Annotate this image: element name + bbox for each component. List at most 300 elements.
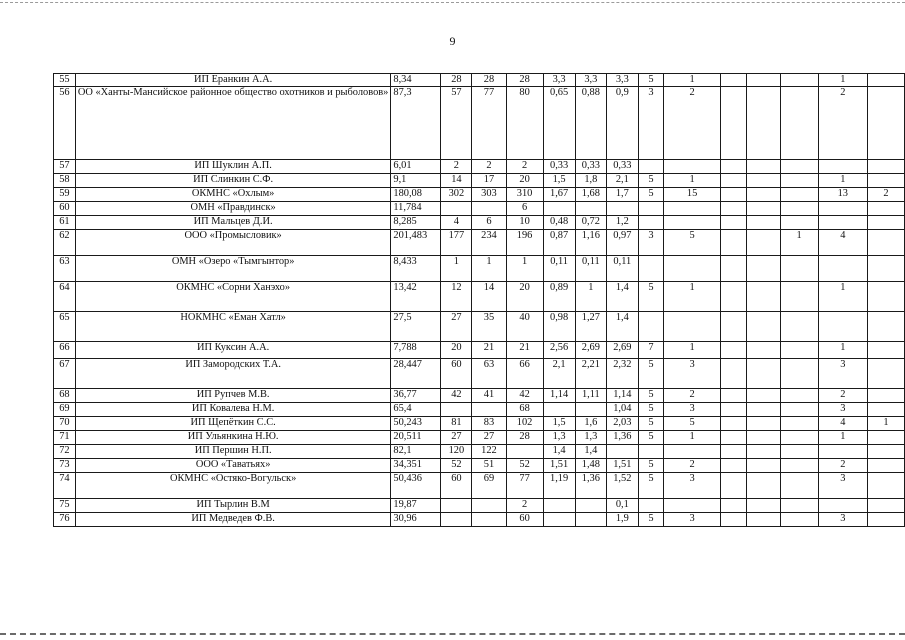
cell-area: 201,483 xyxy=(391,230,441,256)
cell-quota-col-7 xyxy=(867,74,904,87)
cell-density-col-3: 0,11 xyxy=(607,256,638,282)
cell-quota-col-4 xyxy=(746,282,780,312)
cell-count-col-2: 2 xyxy=(472,160,506,174)
cell-quota-col-4 xyxy=(746,359,780,389)
cell-quota-col-1: 3 xyxy=(638,87,664,160)
cell-row-number: 74 xyxy=(54,473,76,499)
cell-owner-name: ИП Замородских Т.А. xyxy=(75,359,391,389)
cell-quota-col-7 xyxy=(867,513,904,527)
cell-density-col-3: 1,4 xyxy=(607,312,638,342)
cell-count-col-3: 80 xyxy=(506,87,543,160)
cell-quota-col-6 xyxy=(818,160,867,174)
cell-count-col-2: 35 xyxy=(472,312,506,342)
cell-quota-col-4 xyxy=(746,431,780,445)
cell-row-number: 60 xyxy=(54,202,76,216)
cell-count-col-3: 10 xyxy=(506,216,543,230)
cell-quota-col-5 xyxy=(780,389,818,403)
cell-quota-col-4 xyxy=(746,445,780,459)
table-row xyxy=(54,256,905,282)
cell-density-col-1: 1,3 xyxy=(543,431,575,445)
cell-quota-col-4 xyxy=(746,473,780,499)
cell-quota-col-7 xyxy=(867,473,904,499)
cell-density-col-1: 1,19 xyxy=(543,473,575,499)
cell-owner-name: ИП Тырлин В.М xyxy=(75,499,391,513)
cell-count-col-1: 12 xyxy=(441,282,472,312)
cell-row-number: 72 xyxy=(54,445,76,459)
cell-density-col-2: 1,3 xyxy=(575,431,606,445)
cell-quota-col-5 xyxy=(780,431,818,445)
cell-density-col-1: 2,56 xyxy=(543,342,575,359)
cell-quota-col-3 xyxy=(720,188,746,202)
cell-quota-col-2: 2 xyxy=(664,87,721,160)
table-body xyxy=(54,74,905,527)
cell-owner-name: ИП Медведев Ф.В. xyxy=(75,513,391,527)
cell-count-col-3: 40 xyxy=(506,312,543,342)
cell-quota-col-5 xyxy=(780,188,818,202)
cell-quota-col-2: 1 xyxy=(664,174,721,188)
cell-owner-name: ОКМНС «Сорни Ханэхо» xyxy=(75,282,391,312)
cell-density-col-2 xyxy=(575,403,606,417)
cell-owner-name: ООО «Таватьях» xyxy=(75,459,391,473)
cell-owner-name: ИП Щепёткин С.С. xyxy=(75,417,391,431)
cell-quota-col-5 xyxy=(780,417,818,431)
cell-quota-col-5 xyxy=(780,202,818,216)
cell-count-col-3: 77 xyxy=(506,473,543,499)
cell-quota-col-1: 5 xyxy=(638,188,664,202)
cell-quota-col-5 xyxy=(780,342,818,359)
cell-quota-col-2 xyxy=(664,202,721,216)
cell-quota-col-4 xyxy=(746,87,780,160)
cell-area: 13,42 xyxy=(391,282,441,312)
cell-quota-col-7: 2 xyxy=(867,188,904,202)
cell-owner-name: ИП Еранкин А.А. xyxy=(75,74,391,87)
cell-count-col-1: 81 xyxy=(441,417,472,431)
cell-count-col-3: 42 xyxy=(506,389,543,403)
cell-density-col-2: 2,21 xyxy=(575,359,606,389)
cell-quota-col-7 xyxy=(867,87,904,160)
cell-quota-col-6 xyxy=(818,256,867,282)
cell-quota-col-4 xyxy=(746,188,780,202)
cell-owner-name: ОМН «Правдинск» xyxy=(75,202,391,216)
cell-quota-col-7 xyxy=(867,499,904,513)
cell-quota-col-4 xyxy=(746,74,780,87)
cell-quota-col-3 xyxy=(720,174,746,188)
cell-quota-col-1: 5 xyxy=(638,431,664,445)
cell-quota-col-4 xyxy=(746,459,780,473)
cell-count-col-1 xyxy=(441,513,472,527)
cell-quota-col-2: 3 xyxy=(664,513,721,527)
cell-quota-col-6: 1 xyxy=(818,431,867,445)
cell-quota-col-7 xyxy=(867,389,904,403)
cell-area: 34,351 xyxy=(391,459,441,473)
cell-quota-col-5: 1 xyxy=(780,230,818,256)
cell-density-col-2: 1,11 xyxy=(575,389,606,403)
cell-row-number: 61 xyxy=(54,216,76,230)
cell-quota-col-6 xyxy=(818,216,867,230)
cell-quota-col-5 xyxy=(780,160,818,174)
cell-quota-col-1 xyxy=(638,312,664,342)
table-row xyxy=(54,499,905,513)
cell-count-col-3: 102 xyxy=(506,417,543,431)
cell-owner-name: ИП Ковалева Н.М. xyxy=(75,403,391,417)
cell-density-col-3: 0,97 xyxy=(607,230,638,256)
cell-density-col-2 xyxy=(575,499,606,513)
cell-count-col-1: 4 xyxy=(441,216,472,230)
cell-density-col-3: 2,03 xyxy=(607,417,638,431)
cell-quota-col-3 xyxy=(720,513,746,527)
cell-density-col-2: 0,33 xyxy=(575,160,606,174)
cell-area: 8,34 xyxy=(391,74,441,87)
cell-row-number: 57 xyxy=(54,160,76,174)
cell-count-col-1: 1 xyxy=(441,256,472,282)
cell-quota-col-1 xyxy=(638,256,664,282)
cell-quota-col-6 xyxy=(818,202,867,216)
table-row xyxy=(54,174,905,188)
cell-quota-col-5 xyxy=(780,445,818,459)
cell-quota-col-5 xyxy=(780,359,818,389)
cell-quota-col-1: 5 xyxy=(638,473,664,499)
table-row xyxy=(54,431,905,445)
cell-quota-col-2: 15 xyxy=(664,188,721,202)
cell-row-number: 73 xyxy=(54,459,76,473)
cell-density-col-1: 3,3 xyxy=(543,74,575,87)
cell-count-col-1: 60 xyxy=(441,473,472,499)
cell-row-number: 70 xyxy=(54,417,76,431)
cell-quota-col-1: 5 xyxy=(638,74,664,87)
cell-quota-col-6 xyxy=(818,499,867,513)
cell-area: 30,96 xyxy=(391,513,441,527)
cell-quota-col-7 xyxy=(867,445,904,459)
table-row xyxy=(54,188,905,202)
cell-area: 82,1 xyxy=(391,445,441,459)
cell-area: 8,285 xyxy=(391,216,441,230)
cell-quota-col-2: 3 xyxy=(664,403,721,417)
cell-quota-col-7 xyxy=(867,256,904,282)
cell-count-col-3: 52 xyxy=(506,459,543,473)
cell-density-col-3: 1,4 xyxy=(607,282,638,312)
cell-quota-col-1 xyxy=(638,499,664,513)
cell-row-number: 67 xyxy=(54,359,76,389)
cell-row-number: 68 xyxy=(54,389,76,403)
cell-quota-col-1: 5 xyxy=(638,403,664,417)
cell-count-col-3: 2 xyxy=(506,499,543,513)
cell-count-col-2: 83 xyxy=(472,417,506,431)
cell-quota-col-4 xyxy=(746,403,780,417)
cell-quota-col-7 xyxy=(867,359,904,389)
cell-count-col-1 xyxy=(441,202,472,216)
cell-density-col-2: 2,69 xyxy=(575,342,606,359)
cell-owner-name: ИП Куксин А.А. xyxy=(75,342,391,359)
cell-row-number: 71 xyxy=(54,431,76,445)
cell-quota-col-2: 2 xyxy=(664,389,721,403)
cell-quota-col-6: 2 xyxy=(818,459,867,473)
cell-quota-col-7 xyxy=(867,431,904,445)
table-row xyxy=(54,312,905,342)
cell-count-col-3: 1 xyxy=(506,256,543,282)
cell-count-col-2: 69 xyxy=(472,473,506,499)
cell-quota-col-3 xyxy=(720,160,746,174)
cell-quota-col-1: 7 xyxy=(638,342,664,359)
cell-density-col-3: 1,51 xyxy=(607,459,638,473)
cell-row-number: 65 xyxy=(54,312,76,342)
cell-count-col-3: 60 xyxy=(506,513,543,527)
cell-quota-col-7 xyxy=(867,459,904,473)
cell-owner-name: ИП Ульянкина Н.Ю. xyxy=(75,431,391,445)
cell-quota-col-3 xyxy=(720,417,746,431)
cell-count-col-2: 41 xyxy=(472,389,506,403)
cell-row-number: 64 xyxy=(54,282,76,312)
cell-quota-col-1: 5 xyxy=(638,174,664,188)
cell-density-col-3: 1,36 xyxy=(607,431,638,445)
cell-density-col-3: 2,69 xyxy=(607,342,638,359)
cell-quota-col-4 xyxy=(746,342,780,359)
cell-area: 8,433 xyxy=(391,256,441,282)
table-row xyxy=(54,87,905,160)
cell-quota-col-6: 13 xyxy=(818,188,867,202)
cell-density-col-3: 1,52 xyxy=(607,473,638,499)
cell-quota-col-4 xyxy=(746,160,780,174)
cell-quota-col-2: 5 xyxy=(664,230,721,256)
cell-row-number: 75 xyxy=(54,499,76,513)
cell-count-col-2: 303 xyxy=(472,188,506,202)
table-row xyxy=(54,459,905,473)
cell-density-col-1 xyxy=(543,403,575,417)
cell-quota-col-2 xyxy=(664,312,721,342)
cell-quota-col-4 xyxy=(746,499,780,513)
cell-quota-col-2: 2 xyxy=(664,459,721,473)
cell-quota-col-3 xyxy=(720,359,746,389)
cell-owner-name: ООО «Промысловик» xyxy=(75,230,391,256)
cell-owner-name: ИП Шуклин А.П. xyxy=(75,160,391,174)
cell-density-col-1: 1,5 xyxy=(543,417,575,431)
cell-quota-col-4 xyxy=(746,216,780,230)
cell-quota-col-1 xyxy=(638,445,664,459)
cell-quota-col-6 xyxy=(818,312,867,342)
cell-density-col-3: 0,9 xyxy=(607,87,638,160)
cell-density-col-3 xyxy=(607,445,638,459)
cell-density-col-1: 1,67 xyxy=(543,188,575,202)
cell-count-col-2: 28 xyxy=(472,74,506,87)
cell-quota-col-6: 3 xyxy=(818,513,867,527)
cell-quota-col-2 xyxy=(664,499,721,513)
cell-quota-col-2 xyxy=(664,256,721,282)
cell-quota-col-1: 5 xyxy=(638,417,664,431)
cell-count-col-2: 63 xyxy=(472,359,506,389)
cell-density-col-1: 0,65 xyxy=(543,87,575,160)
cell-row-number: 69 xyxy=(54,403,76,417)
cell-area: 28,447 xyxy=(391,359,441,389)
cell-density-col-1 xyxy=(543,499,575,513)
cell-density-col-3: 3,3 xyxy=(607,74,638,87)
cell-owner-name: ИП Рупчев М.В. xyxy=(75,389,391,403)
cell-quota-col-3 xyxy=(720,445,746,459)
cell-area: 87,3 xyxy=(391,87,441,160)
cell-row-number: 66 xyxy=(54,342,76,359)
cell-quota-col-7: 1 xyxy=(867,417,904,431)
table-row xyxy=(54,342,905,359)
cell-density-col-2: 1,36 xyxy=(575,473,606,499)
cell-density-col-3: 2,32 xyxy=(607,359,638,389)
cell-quota-col-3 xyxy=(720,473,746,499)
cell-owner-name: ИП Першин Н.П. xyxy=(75,445,391,459)
cell-quota-col-6: 3 xyxy=(818,403,867,417)
cell-quota-col-5 xyxy=(780,216,818,230)
cell-count-col-2 xyxy=(472,202,506,216)
cell-row-number: 76 xyxy=(54,513,76,527)
cell-quota-col-6: 4 xyxy=(818,417,867,431)
cell-density-col-1: 0,48 xyxy=(543,216,575,230)
cell-density-col-3: 1,7 xyxy=(607,188,638,202)
table-row xyxy=(54,230,905,256)
cell-quota-col-3 xyxy=(720,202,746,216)
cell-count-col-1: 28 xyxy=(441,74,472,87)
cell-quota-col-3 xyxy=(720,282,746,312)
cell-density-col-2: 1,48 xyxy=(575,459,606,473)
cell-count-col-1: 57 xyxy=(441,87,472,160)
cell-quota-col-5 xyxy=(780,473,818,499)
cell-row-number: 59 xyxy=(54,188,76,202)
cell-count-col-3: 68 xyxy=(506,403,543,417)
table-row xyxy=(54,282,905,312)
cell-quota-col-5 xyxy=(780,513,818,527)
cell-count-col-1 xyxy=(441,403,472,417)
cell-quota-col-4 xyxy=(746,417,780,431)
cell-density-col-3: 1,2 xyxy=(607,216,638,230)
cell-quota-col-5 xyxy=(780,403,818,417)
cell-quota-col-6: 2 xyxy=(818,87,867,160)
cell-count-col-2: 51 xyxy=(472,459,506,473)
cell-row-number: 56 xyxy=(54,87,76,160)
table-row xyxy=(54,359,905,389)
cell-quota-col-2: 1 xyxy=(664,74,721,87)
table-row xyxy=(54,216,905,230)
cell-count-col-1: 20 xyxy=(441,342,472,359)
cell-quota-col-3 xyxy=(720,312,746,342)
cell-quota-col-5 xyxy=(780,499,818,513)
cell-quota-col-5 xyxy=(780,87,818,160)
cell-quota-col-6: 3 xyxy=(818,359,867,389)
cell-area: 19,87 xyxy=(391,499,441,513)
table-row xyxy=(54,389,905,403)
cell-quota-col-1: 5 xyxy=(638,359,664,389)
cell-count-col-2: 234 xyxy=(472,230,506,256)
cell-density-col-2: 1,4 xyxy=(575,445,606,459)
cell-quota-col-3 xyxy=(720,216,746,230)
cell-density-col-1: 0,87 xyxy=(543,230,575,256)
cell-area: 50,436 xyxy=(391,473,441,499)
cell-quota-col-3 xyxy=(720,431,746,445)
cell-quota-col-6: 1 xyxy=(818,282,867,312)
cell-quota-col-7 xyxy=(867,282,904,312)
cell-quota-col-1 xyxy=(638,202,664,216)
cell-count-col-2 xyxy=(472,499,506,513)
cell-count-col-2: 77 xyxy=(472,87,506,160)
cell-quota-col-3 xyxy=(720,230,746,256)
cell-density-col-2: 1 xyxy=(575,282,606,312)
cell-density-col-1: 0,33 xyxy=(543,160,575,174)
cell-quota-col-4 xyxy=(746,513,780,527)
cell-count-col-3 xyxy=(506,445,543,459)
cell-count-col-3: 310 xyxy=(506,188,543,202)
cell-owner-name: ОМН «Озеро «Тымгынтор» xyxy=(75,256,391,282)
cell-density-col-2: 0,88 xyxy=(575,87,606,160)
table-row xyxy=(54,513,905,527)
cell-count-col-2: 21 xyxy=(472,342,506,359)
table-row xyxy=(54,160,905,174)
cell-count-col-1: 60 xyxy=(441,359,472,389)
cell-density-col-3: 0,1 xyxy=(607,499,638,513)
cell-count-col-1: 2 xyxy=(441,160,472,174)
cell-quota-col-1: 5 xyxy=(638,282,664,312)
cell-quota-col-1: 5 xyxy=(638,389,664,403)
cell-row-number: 62 xyxy=(54,230,76,256)
cell-area: 27,5 xyxy=(391,312,441,342)
cell-density-col-3: 1,9 xyxy=(607,513,638,527)
cell-density-col-2 xyxy=(575,202,606,216)
cell-area: 50,243 xyxy=(391,417,441,431)
cell-count-col-1 xyxy=(441,499,472,513)
cell-quota-col-5 xyxy=(780,282,818,312)
cell-count-col-1: 177 xyxy=(441,230,472,256)
table-row xyxy=(54,202,905,216)
cell-quota-col-4 xyxy=(746,312,780,342)
cell-count-col-1: 42 xyxy=(441,389,472,403)
cell-quota-col-3 xyxy=(720,459,746,473)
cell-quota-col-7 xyxy=(867,202,904,216)
cell-row-number: 58 xyxy=(54,174,76,188)
cell-count-col-2: 1 xyxy=(472,256,506,282)
cell-quota-col-4 xyxy=(746,174,780,188)
cell-owner-name: ИП Мальцев Д.И. xyxy=(75,216,391,230)
cell-area: 36,77 xyxy=(391,389,441,403)
cell-owner-name: ИП Слинкин С.Ф. xyxy=(75,174,391,188)
cell-area: 180,08 xyxy=(391,188,441,202)
cell-quota-col-3 xyxy=(720,87,746,160)
cell-quota-col-2: 1 xyxy=(664,342,721,359)
cell-density-col-1: 2,1 xyxy=(543,359,575,389)
table-row xyxy=(54,417,905,431)
cell-count-col-1: 14 xyxy=(441,174,472,188)
cell-quota-col-6: 3 xyxy=(818,473,867,499)
cell-count-col-2 xyxy=(472,403,506,417)
cell-density-col-3: 1,04 xyxy=(607,403,638,417)
cell-density-col-1: 0,11 xyxy=(543,256,575,282)
cell-owner-name: ОКМНС «Остяко-Вогульск» xyxy=(75,473,391,499)
cell-quota-col-7 xyxy=(867,160,904,174)
cell-quota-col-2: 1 xyxy=(664,282,721,312)
cell-count-col-2: 27 xyxy=(472,431,506,445)
cell-count-col-3: 20 xyxy=(506,174,543,188)
cell-quota-col-3 xyxy=(720,499,746,513)
table-row xyxy=(54,74,905,87)
cell-owner-name: ОО «Ханты-Мансийское районное общество охотников и рыболовов» xyxy=(75,87,391,160)
page-number: 9 xyxy=(449,34,456,48)
cell-count-col-2: 6 xyxy=(472,216,506,230)
cell-quota-col-6: 1 xyxy=(818,74,867,87)
cell-count-col-3: 28 xyxy=(506,74,543,87)
cell-density-col-2: 1,8 xyxy=(575,174,606,188)
hunting-data-table xyxy=(53,73,905,527)
cell-quota-col-2: 5 xyxy=(664,417,721,431)
cell-row-number: 55 xyxy=(54,74,76,87)
cell-quota-col-1: 5 xyxy=(638,459,664,473)
cell-quota-col-2: 3 xyxy=(664,359,721,389)
cell-density-col-3: 1,14 xyxy=(607,389,638,403)
cell-quota-col-5 xyxy=(780,312,818,342)
cell-quota-col-4 xyxy=(746,389,780,403)
cell-count-col-3: 66 xyxy=(506,359,543,389)
cell-area: 11,784 xyxy=(391,202,441,216)
